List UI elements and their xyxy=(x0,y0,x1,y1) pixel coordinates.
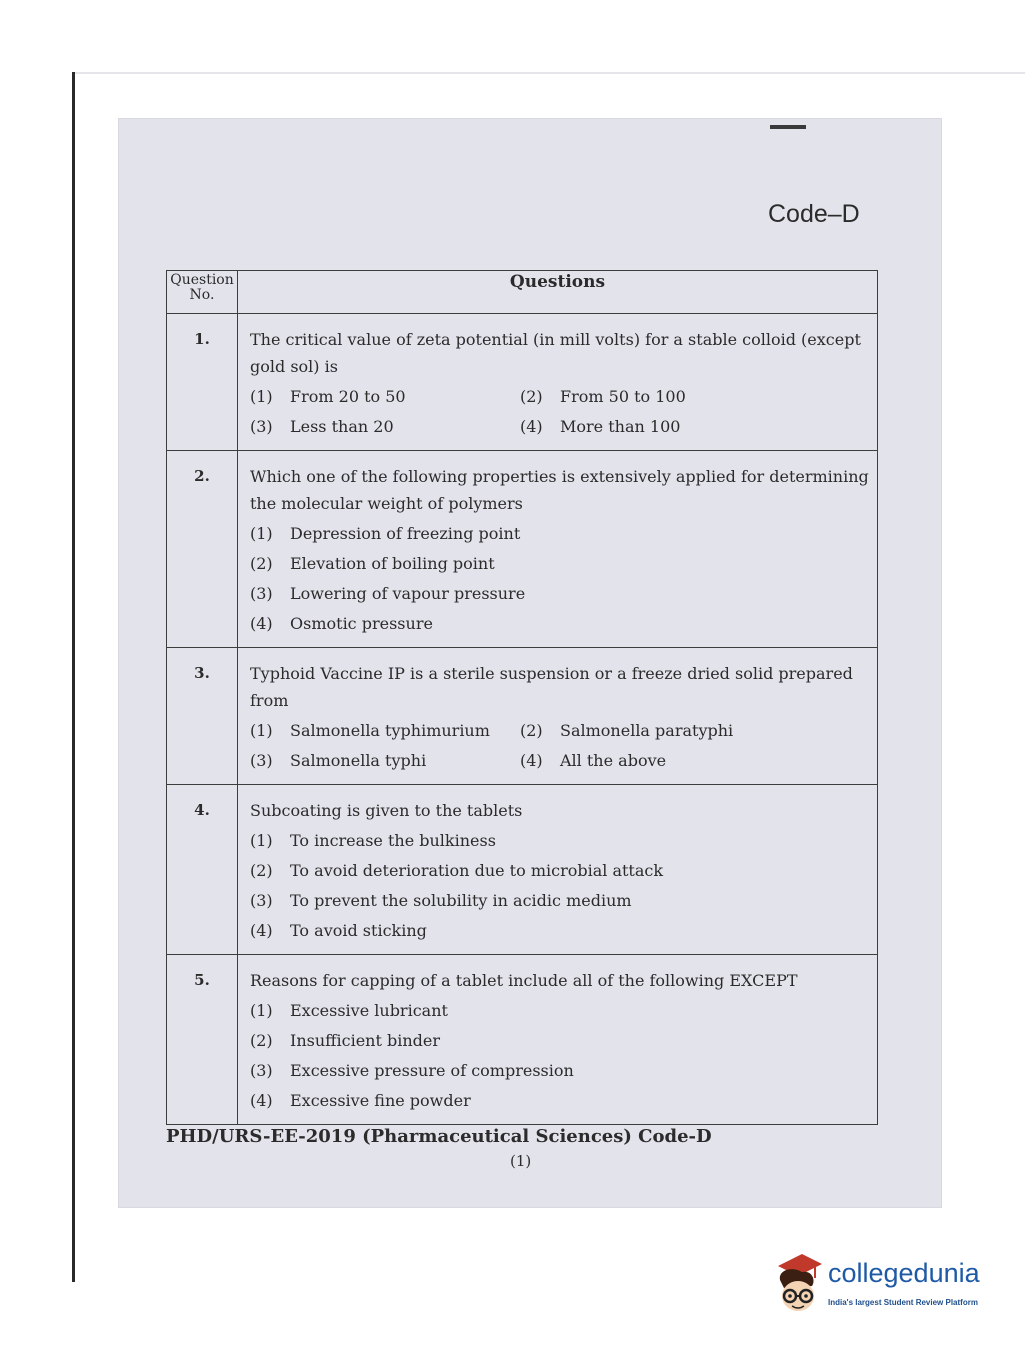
options-list xyxy=(250,826,873,946)
option-item xyxy=(250,1026,873,1056)
option-item xyxy=(250,412,520,442)
option-text: Osmotic pressure xyxy=(290,614,433,633)
binding-mark xyxy=(770,125,806,129)
option-item xyxy=(520,746,790,776)
collegedunia-wordmark: collegedunia xyxy=(828,1258,980,1288)
option-text: Less than 20 xyxy=(290,417,394,436)
question-row xyxy=(167,314,878,451)
question-text: Typhoid Vaccine IP is a sterile suspension or a freeze dried solid prepared from xyxy=(250,664,853,710)
option-number: (2) xyxy=(250,1031,273,1050)
option-text: To avoid deterioration due to microbial attack xyxy=(290,861,664,880)
question-row xyxy=(167,785,878,955)
option-number: (1) xyxy=(250,524,273,543)
page-number: (1) xyxy=(510,1152,532,1170)
option-text: Salmonella typhimurium xyxy=(290,721,490,740)
option-row xyxy=(250,412,873,442)
option-row xyxy=(250,746,873,776)
option-number: (4) xyxy=(250,921,273,940)
option-item xyxy=(250,916,873,946)
paper-footer-title: PHD/URS-EE-2019 (Pharmaceutical Sciences) Code-D xyxy=(166,1126,712,1147)
option-number: (4) xyxy=(520,417,543,436)
collegedunia-watermark xyxy=(770,1248,1000,1328)
question-no-header: Question No. xyxy=(167,271,238,314)
option-text: Insufficient binder xyxy=(290,1031,441,1050)
option-text: Excessive lubricant xyxy=(290,1001,448,1020)
option-item xyxy=(250,579,873,609)
question-number: 4. xyxy=(167,785,238,955)
option-row xyxy=(250,382,873,412)
option-item xyxy=(520,716,790,746)
question-row xyxy=(167,648,878,785)
collegedunia-tagline: India's largest Student Review Platform xyxy=(828,1298,978,1307)
option-item xyxy=(250,549,873,579)
option-number: (2) xyxy=(520,387,543,406)
option-number: (1) xyxy=(250,831,273,850)
option-number: (1) xyxy=(250,1001,273,1020)
option-text: Excessive fine powder xyxy=(290,1091,471,1110)
option-item xyxy=(250,1086,873,1116)
question-text: Reasons for capping of a tablet include all of the following EXCEPT xyxy=(250,971,798,990)
option-item xyxy=(250,1056,873,1086)
option-number: (1) xyxy=(250,721,273,740)
option-text: From 50 to 100 xyxy=(560,387,686,406)
option-text: Salmonella typhi xyxy=(290,751,427,770)
option-item xyxy=(250,716,520,746)
question-cell xyxy=(238,314,878,451)
question-number: 5. xyxy=(167,955,238,1125)
questions-table xyxy=(166,270,878,1125)
paper-code-label: Code–D xyxy=(768,200,860,228)
options-list xyxy=(250,996,873,1116)
question-cell xyxy=(238,451,878,648)
option-text: To increase the bulkiness xyxy=(290,831,496,850)
option-item xyxy=(250,609,873,639)
option-text: Depression of freezing point xyxy=(290,524,521,543)
option-number: (4) xyxy=(250,1091,273,1110)
option-item xyxy=(250,746,520,776)
option-number: (2) xyxy=(250,861,273,880)
option-number: (1) xyxy=(250,387,273,406)
question-cell xyxy=(238,785,878,955)
option-text: To avoid sticking xyxy=(290,921,427,940)
questions-header: Questions xyxy=(238,271,878,314)
option-text: Salmonella paratyphi xyxy=(560,721,734,740)
option-number: (2) xyxy=(250,554,273,573)
question-text: Subcoating is given to the tablets xyxy=(250,801,523,820)
option-text: More than 100 xyxy=(560,417,681,436)
options-list xyxy=(250,382,873,442)
option-number: (4) xyxy=(520,751,543,770)
option-item xyxy=(520,412,790,442)
option-number: (3) xyxy=(250,417,273,436)
option-text: Excessive pressure of compression xyxy=(290,1061,574,1080)
options-list xyxy=(250,716,873,776)
option-text: All the above xyxy=(560,751,667,770)
questions-body xyxy=(167,314,878,1125)
options-list xyxy=(250,519,873,639)
scan-left-edge xyxy=(72,72,75,1282)
option-text: To prevent the solubility in acidic medium xyxy=(290,891,632,910)
option-number: (3) xyxy=(250,751,273,770)
question-cell xyxy=(238,648,878,785)
option-number: (2) xyxy=(520,721,543,740)
option-item xyxy=(250,886,873,916)
option-item xyxy=(520,382,790,412)
scan-top-edge xyxy=(72,72,1025,74)
option-text: From 20 to 50 xyxy=(290,387,406,406)
option-number: (4) xyxy=(250,614,273,633)
option-number: (3) xyxy=(250,891,273,910)
option-number: (3) xyxy=(250,584,273,603)
option-item xyxy=(250,996,873,1026)
question-number: 1. xyxy=(167,314,238,451)
question-number: 2. xyxy=(167,451,238,648)
question-row xyxy=(167,955,878,1125)
question-row xyxy=(167,451,878,648)
table-header-row xyxy=(167,271,878,314)
question-text: Which one of the following properties is extensively applied for determining the molecular weight of polymers xyxy=(250,467,869,513)
option-row xyxy=(250,716,873,746)
option-text: Elevation of boiling point xyxy=(290,554,495,573)
option-item xyxy=(250,519,873,549)
option-item xyxy=(250,856,873,886)
question-text: The critical value of zeta potential (in mill volts) for a stable colloid (except gold sol) is xyxy=(250,330,861,376)
option-text: Lowering of vapour pressure xyxy=(290,584,526,603)
collegedunia-mascot-icon xyxy=(772,1252,824,1324)
question-cell xyxy=(238,955,878,1125)
option-item xyxy=(250,826,873,856)
option-number: (3) xyxy=(250,1061,273,1080)
option-item xyxy=(250,382,520,412)
question-number: 3. xyxy=(167,648,238,785)
